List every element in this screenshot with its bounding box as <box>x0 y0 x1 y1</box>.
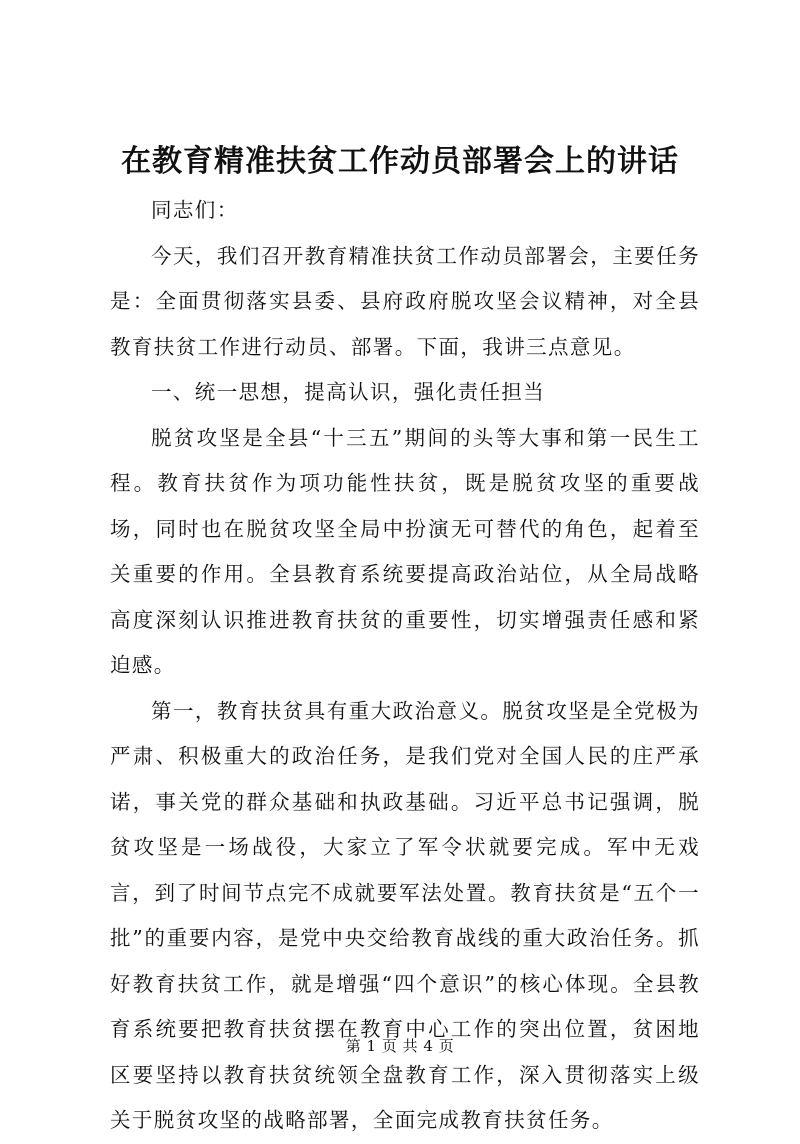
page-number-footer: 第 1 页 共 4 页 <box>345 1037 455 1055</box>
paragraph: 第一，教育扶贫具有重大政治意义。脱贫攻坚是全党极为严肃、积极重大的政治任务，是我们党对全国人民的庄严承诺，事关党的群众基础和执政基础。习近平总书记强调，脱贫攻坚是一场战役，大家立了军令状就要完成。军中无戏言，到了时间节点完不成就要军法处置。教育扶贫是“五个一批”的重要内容，是党中央交给教育战线的重大政治任务。抓好教育扶贫工作，就是增强“四个意识”的核心体现。全县教育系统要把教育扶贫摆在教育中心工作的突出位置，贫困地区要坚持以教育扶贫统领全盘教育工作，深入贯彻落实上级关于脱贫攻坚的战略部署，全面完成教育扶贫任务。 <box>110 698 700 1132</box>
paragraph: 脱贫攻坚是全县“十三五”期间的头等大事和第一民生工程。教育扶贫作为项功能性扶贫，既是脱贫攻坚的重要战场，同时也在脱贫攻坚全局中扮演无可替代的角色，起着至关重要的作用。全县教育系统要提高政治站位，从全局战略高度深刻认识推进教育扶贫的重要性，切实增强责任感和紧迫感。 <box>110 425 700 677</box>
section-heading: 一、统一思想，提高认识，强化责任担当 <box>151 380 546 404</box>
document-title: 在教育精准扶贫工作动员部署会上的讲话 <box>121 144 679 179</box>
paragraph-intro: 今天，我们召开教育精准扶贫工作动员部署会，主要任务是：全面贯彻落实县委、县府政府脱攻坚会议精神，对全县教育扶贫工作进行动员、部署。下面，我讲三点意见。 <box>110 243 700 359</box>
document-body <box>110 188 700 1144</box>
salutation: 同志们： <box>151 198 239 222</box>
